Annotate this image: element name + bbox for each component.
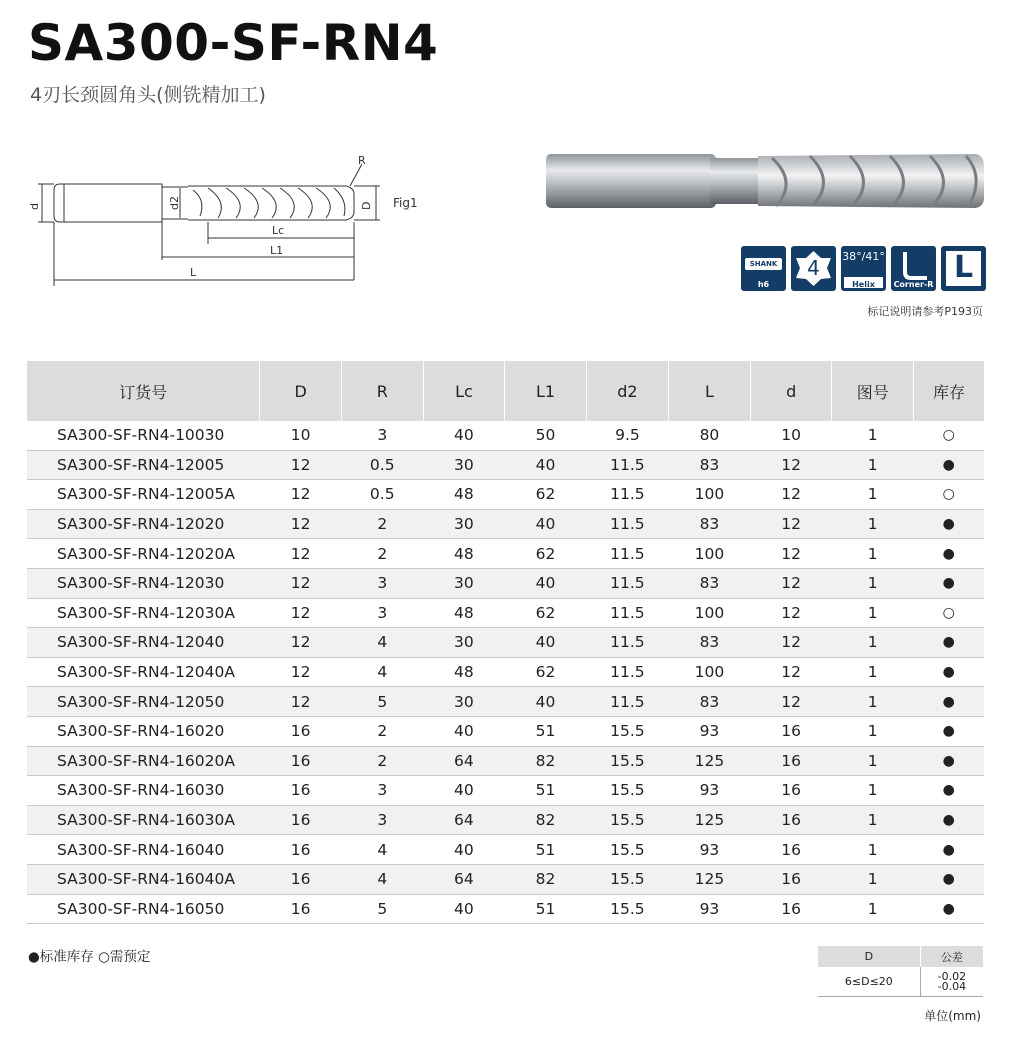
cell-D: 12 — [260, 657, 342, 687]
cell-Lc: 40 — [423, 776, 505, 806]
cell-stock: ● — [913, 568, 984, 598]
cell-order-no: SA300-SF-RN4-16020A — [27, 746, 260, 776]
cell-fig-no: 1 — [832, 835, 914, 865]
tol-range: 6≤D≤20 — [818, 967, 920, 997]
helix-angle-icon — [841, 246, 886, 291]
cell-fig-no: 1 — [832, 628, 914, 658]
cell-d: 16 — [750, 894, 832, 924]
cell-fig-no: 1 — [832, 746, 914, 776]
cell-L1: 50 — [505, 421, 587, 450]
cell-order-no: SA300-SF-RN4-16040A — [27, 864, 260, 894]
col-L1: L1 — [505, 361, 587, 421]
cell-L: 100 — [668, 598, 750, 628]
cell-d: 12 — [750, 687, 832, 717]
cell-D: 12 — [260, 450, 342, 480]
cell-d: 16 — [750, 864, 832, 894]
col-d2: d2 — [586, 361, 668, 421]
cell-order-no: SA300-SF-RN4-10030 — [27, 421, 260, 450]
cell-order-no: SA300-SF-RN4-16030 — [27, 776, 260, 806]
helix-caption: Helix — [852, 280, 875, 289]
cell-D: 16 — [260, 776, 342, 806]
end-mill-photo — [540, 146, 986, 216]
cell-d: 12 — [750, 450, 832, 480]
cell-L1: 62 — [505, 657, 587, 687]
cell-d2: 11.5 — [586, 657, 668, 687]
cell-R: 2 — [341, 539, 423, 569]
table-row — [27, 864, 984, 894]
table-row — [27, 628, 984, 658]
tol-values — [920, 967, 983, 997]
tolerance-table — [818, 946, 983, 997]
cell-stock: ● — [913, 657, 984, 687]
cell-Lc: 64 — [423, 805, 505, 835]
cell-d: 12 — [750, 628, 832, 658]
table-row — [27, 657, 984, 687]
cell-L: 93 — [668, 894, 750, 924]
table-row — [27, 568, 984, 598]
cell-Lc: 48 — [423, 539, 505, 569]
cell-stock: ● — [913, 776, 984, 806]
cell-D: 12 — [260, 598, 342, 628]
cell-L: 100 — [668, 657, 750, 687]
table-row — [27, 480, 984, 510]
cell-stock: ○ — [913, 598, 984, 628]
cell-L1: 51 — [505, 894, 587, 924]
cell-D: 16 — [260, 835, 342, 865]
stock-legend: ●标准库存 ○需预定 — [28, 949, 151, 965]
shank-h6-icon — [741, 246, 786, 291]
cell-stock: ● — [913, 687, 984, 717]
cell-order-no: SA300-SF-RN4-12040A — [27, 657, 260, 687]
col-fig-no: 图号 — [832, 361, 914, 421]
cell-L: 80 — [668, 421, 750, 450]
table-row — [27, 805, 984, 835]
cell-D: 16 — [260, 805, 342, 835]
cell-stock: ● — [913, 716, 984, 746]
figure-label: Fig1 — [393, 196, 418, 210]
cell-L1: 62 — [505, 539, 587, 569]
long-neck-text: L — [953, 250, 974, 285]
cell-R: 5 — [341, 894, 423, 924]
cell-L1: 82 — [505, 746, 587, 776]
cell-fig-no: 1 — [832, 657, 914, 687]
corner-r-caption: Corner-R — [893, 280, 934, 289]
table-row — [27, 687, 984, 717]
table-row — [27, 776, 984, 806]
cell-d: 12 — [750, 509, 832, 539]
cell-R: 0.5 — [341, 480, 423, 510]
cell-R: 4 — [341, 628, 423, 658]
cell-D: 16 — [260, 864, 342, 894]
cell-d2: 11.5 — [586, 509, 668, 539]
cell-R: 3 — [341, 598, 423, 628]
cell-Lc: 30 — [423, 687, 505, 717]
cell-L: 125 — [668, 805, 750, 835]
cell-order-no: SA300-SF-RN4-12020A — [27, 539, 260, 569]
page-subtitle: 4刃长颈圆角头(侧铣精加工) — [30, 84, 266, 106]
cell-Lc: 30 — [423, 568, 505, 598]
table-row — [27, 746, 984, 776]
cell-R: 5 — [341, 687, 423, 717]
cell-L: 100 — [668, 539, 750, 569]
cell-D: 12 — [260, 568, 342, 598]
cell-stock: ● — [913, 805, 984, 835]
cell-Lc: 40 — [423, 421, 505, 450]
cell-D: 16 — [260, 716, 342, 746]
page-title: SA300-SF-RN4 — [28, 14, 439, 72]
table-row — [27, 835, 984, 865]
col-Lc: Lc — [423, 361, 505, 421]
cell-L: 100 — [668, 480, 750, 510]
cell-R: 3 — [341, 568, 423, 598]
label-D: D — [360, 201, 373, 210]
cell-d2: 15.5 — [586, 746, 668, 776]
cell-d: 16 — [750, 746, 832, 776]
cell-L1: 62 — [505, 480, 587, 510]
cell-d: 12 — [750, 657, 832, 687]
cell-L1: 51 — [505, 776, 587, 806]
label-d: d — [28, 203, 41, 210]
cell-fig-no: 1 — [832, 421, 914, 450]
tol-col-D: D — [818, 946, 920, 967]
cell-fig-no: 1 — [832, 716, 914, 746]
cell-Lc: 30 — [423, 450, 505, 480]
spec-table — [27, 361, 984, 924]
cell-L: 83 — [668, 450, 750, 480]
cell-R: 2 — [341, 509, 423, 539]
cell-R: 4 — [341, 835, 423, 865]
tol-col-tolerance: 公差 — [920, 946, 983, 967]
col-D: D — [260, 361, 342, 421]
cell-order-no: SA300-SF-RN4-12030 — [27, 568, 260, 598]
cell-order-no: SA300-SF-RN4-12030A — [27, 598, 260, 628]
cell-order-no: SA300-SF-RN4-12040 — [27, 628, 260, 658]
cell-d: 16 — [750, 835, 832, 865]
cell-R: 3 — [341, 776, 423, 806]
cell-d2: 11.5 — [586, 598, 668, 628]
corner-radius-icon — [891, 246, 936, 291]
cell-order-no: SA300-SF-RN4-16020 — [27, 716, 260, 746]
cell-d2: 9.5 — [586, 421, 668, 450]
cell-stock: ● — [913, 509, 984, 539]
cell-Lc: 64 — [423, 864, 505, 894]
long-neck-icon — [941, 246, 986, 291]
table-row — [27, 539, 984, 569]
cell-R: 2 — [341, 746, 423, 776]
cell-stock: ● — [913, 628, 984, 658]
cell-order-no: SA300-SF-RN4-12020 — [27, 509, 260, 539]
flute-count-text: 4 — [807, 256, 820, 280]
col-d: d — [750, 361, 832, 421]
cell-L: 83 — [668, 509, 750, 539]
cell-stock: ● — [913, 746, 984, 776]
cell-L1: 62 — [505, 598, 587, 628]
cell-L1: 82 — [505, 864, 587, 894]
cell-L1: 40 — [505, 450, 587, 480]
col-R: R — [341, 361, 423, 421]
label-Lc: Lc — [272, 224, 285, 237]
cell-d: 16 — [750, 776, 832, 806]
cell-d2: 15.5 — [586, 776, 668, 806]
cell-order-no: SA300-SF-RN4-16030A — [27, 805, 260, 835]
cell-L1: 40 — [505, 568, 587, 598]
cell-D: 10 — [260, 421, 342, 450]
cell-L: 125 — [668, 746, 750, 776]
cell-L: 93 — [668, 835, 750, 865]
cell-L: 93 — [668, 716, 750, 746]
cell-L: 83 — [668, 628, 750, 658]
col-L: L — [668, 361, 750, 421]
cell-stock: ● — [913, 894, 984, 924]
cell-d: 12 — [750, 598, 832, 628]
cell-d2: 11.5 — [586, 480, 668, 510]
shank-icon-text: SHANK — [749, 260, 778, 268]
cell-R: 3 — [341, 421, 423, 450]
cell-order-no: SA300-SF-RN4-12005A — [27, 480, 260, 510]
cell-fig-no: 1 — [832, 509, 914, 539]
cell-d: 12 — [750, 539, 832, 569]
cell-L1: 40 — [505, 509, 587, 539]
cell-fig-no: 1 — [832, 598, 914, 628]
cell-fig-no: 1 — [832, 480, 914, 510]
cell-R: 4 — [341, 864, 423, 894]
unit-note: 单位(mm) — [924, 1009, 981, 1023]
cell-R: 3 — [341, 805, 423, 835]
cell-d2: 11.5 — [586, 539, 668, 569]
tol-lower: -0.04 — [937, 979, 967, 993]
cell-fig-no: 1 — [832, 568, 914, 598]
cell-L1: 51 — [505, 716, 587, 746]
cell-d2: 15.5 — [586, 805, 668, 835]
cell-stock: ○ — [913, 421, 984, 450]
cell-R: 2 — [341, 716, 423, 746]
table-row — [27, 509, 984, 539]
cell-d2: 11.5 — [586, 628, 668, 658]
cell-order-no: SA300-SF-RN4-16050 — [27, 894, 260, 924]
table-header-row — [27, 361, 984, 421]
cell-D: 12 — [260, 509, 342, 539]
four-flute-icon — [791, 246, 836, 291]
cell-order-no: SA300-SF-RN4-12005 — [27, 450, 260, 480]
table-row — [27, 421, 984, 450]
cell-fig-no: 1 — [832, 687, 914, 717]
cell-D: 12 — [260, 480, 342, 510]
label-R: R — [358, 154, 366, 167]
label-d2: d2 — [168, 196, 181, 210]
cell-R: 0.5 — [341, 450, 423, 480]
cell-fig-no: 1 — [832, 539, 914, 569]
tool-dimension-diagram — [28, 150, 388, 290]
cell-fig-no: 1 — [832, 864, 914, 894]
cell-d2: 15.5 — [586, 864, 668, 894]
label-L: L — [190, 266, 197, 279]
col-order-no: 订货号 — [27, 361, 260, 421]
cell-stock: ● — [913, 450, 984, 480]
cell-L1: 51 — [505, 835, 587, 865]
cell-Lc: 64 — [423, 746, 505, 776]
helix-angle-text: 38°/41° — [842, 250, 885, 263]
shank-icon-caption: h6 — [757, 280, 770, 289]
cell-d: 16 — [750, 716, 832, 746]
cell-stock: ○ — [913, 480, 984, 510]
cell-Lc: 40 — [423, 835, 505, 865]
cell-d2: 11.5 — [586, 687, 668, 717]
cell-Lc: 48 — [423, 598, 505, 628]
cell-fig-no: 1 — [832, 894, 914, 924]
cell-L: 83 — [668, 568, 750, 598]
cell-D: 16 — [260, 894, 342, 924]
cell-L1: 40 — [505, 628, 587, 658]
cell-R: 4 — [341, 657, 423, 687]
cell-L: 125 — [668, 864, 750, 894]
cell-Lc: 30 — [423, 628, 505, 658]
cell-order-no: SA300-SF-RN4-12050 — [27, 687, 260, 717]
table-row — [27, 894, 984, 924]
table-row — [27, 598, 984, 628]
legend-reference-note: 标记说明请参考P193页 — [867, 305, 983, 318]
cell-d2: 15.5 — [586, 894, 668, 924]
cell-fig-no: 1 — [832, 776, 914, 806]
cell-stock: ● — [913, 539, 984, 569]
cell-d: 12 — [750, 480, 832, 510]
cell-L: 93 — [668, 776, 750, 806]
cell-D: 12 — [260, 539, 342, 569]
label-L1: L1 — [270, 244, 284, 257]
cell-stock: ● — [913, 835, 984, 865]
cell-Lc: 40 — [423, 894, 505, 924]
cell-fig-no: 1 — [832, 805, 914, 835]
cell-Lc: 48 — [423, 657, 505, 687]
cell-L1: 40 — [505, 687, 587, 717]
cell-d: 10 — [750, 421, 832, 450]
cell-order-no: SA300-SF-RN4-16040 — [27, 835, 260, 865]
feature-icons — [741, 246, 986, 291]
cell-D: 16 — [260, 746, 342, 776]
col-stock: 库存 — [913, 361, 984, 421]
cell-d2: 15.5 — [586, 716, 668, 746]
cell-d2: 15.5 — [586, 835, 668, 865]
cell-Lc: 48 — [423, 480, 505, 510]
table-row — [27, 716, 984, 746]
spec-table-body — [27, 421, 984, 924]
cell-stock: ● — [913, 864, 984, 894]
cell-Lc: 40 — [423, 716, 505, 746]
tol-upper: -0.02 — [937, 969, 967, 983]
cell-D: 12 — [260, 687, 342, 717]
cell-L1: 82 — [505, 805, 587, 835]
cell-Lc: 30 — [423, 509, 505, 539]
cell-d2: 11.5 — [586, 450, 668, 480]
cell-d2: 11.5 — [586, 568, 668, 598]
cell-fig-no: 1 — [832, 450, 914, 480]
cell-d: 12 — [750, 568, 832, 598]
cell-D: 12 — [260, 628, 342, 658]
cell-L: 83 — [668, 687, 750, 717]
table-row — [27, 450, 984, 480]
cell-d: 16 — [750, 805, 832, 835]
